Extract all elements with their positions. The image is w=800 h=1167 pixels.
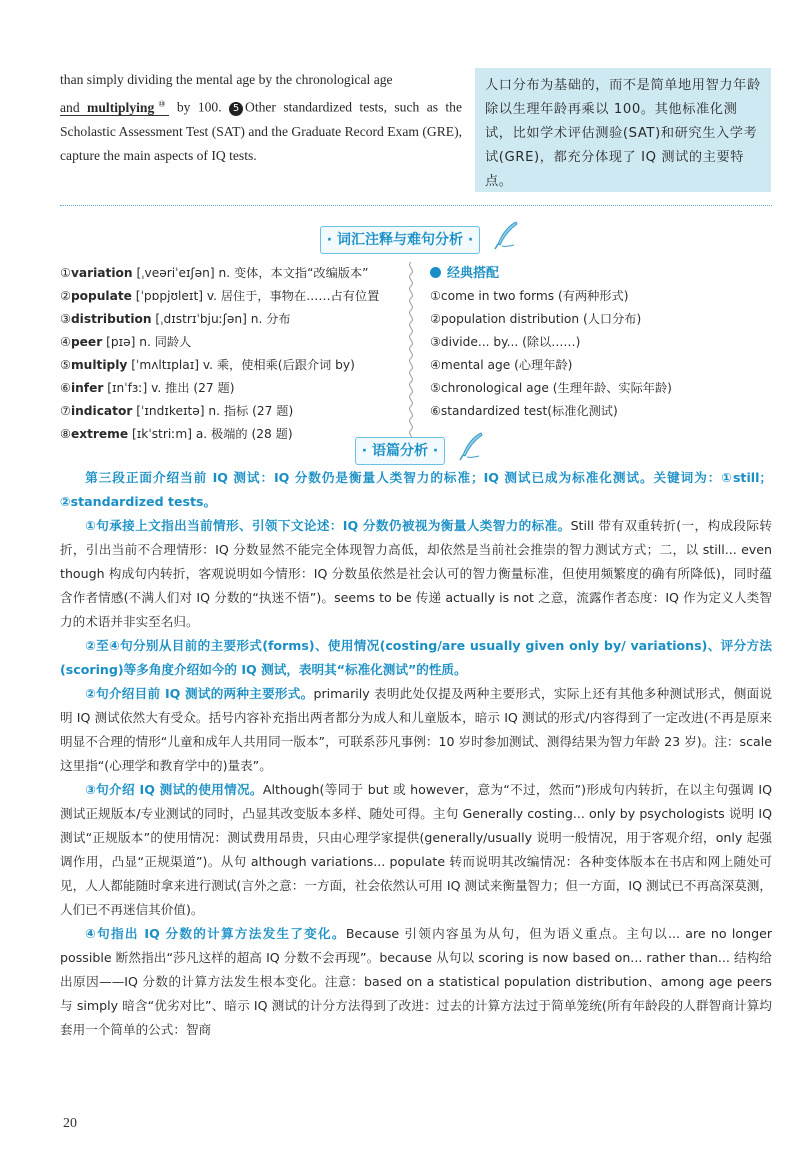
footnote-marker: ⑩ (154, 99, 170, 108)
collocation-item: ⑤chronological age (生理年龄、实际年龄) (430, 381, 672, 395)
analysis-paragraph: ④句指出 IQ 分数的计算方法发生了变化。Because 引领内容虽为从句，但为语义重点。主句以... are no longer possible 断然指出“莎凡这样的超高 IQ 分数不会再现”。because 从句以 scoring is now based on... rather than... 结构给出原因——IQ 分数的计算方法发生根本变化。注意：based on a statistical population distribution、among age peers 与 simply 暗含“优劣对比”、暗示 IQ 测试的计分方法得到了改进：过去的计算方法过于简单笼统(所有年龄段的人群智商计算均套用一个简单的公式：智商 (60, 926, 772, 1037)
passage-line-1: than simply dividing the mental age by the chronological age (60, 72, 393, 87)
chinese-translation-box: 人口分布为基础的，而不是简单地用智力年龄除以生理年龄再乘以 100。其他标准化测试，比如学术评估测验(SAT)和研究生入学考试(GRE)，都充分体现了 IQ 测试的主要特点。 (475, 68, 771, 192)
analysis-paragraph: ③句介绍 IQ 测试的使用情况。Although(等同于 but 或 however，意为“不过，然而”)形成句内转折，在以主句强调 IQ 测试正规版本/专业测试的同时，凸显其改变版本多样、随处可得。主句 Generally costing... only by psychologists 说明 IQ 测试“正规版本”的使用情况：测试费用昂贵，只由心理学家提供(generally/usually 说明一般情况，用于客观介绍，only 起强调作用，凸显“正规渠道”)。从句 although variations... populate 转而说明其改编情况：各种变体版本在书店和网上随处可见，人人都能随时拿来进行测试(言外之意：一方面，社会依然认可用 IQ 测试来衡量智力；但一方面，IQ 测试已不再高深莫测，人们已不再迷信其价值)。 (60, 782, 772, 917)
collocation-item: ③divide... by... (除以……) (430, 335, 581, 349)
analysis-paragraph: ①句承接上文指出当前情形、引领下文论述：IQ 分数仍被视为衡量人类智力的标准。Still 带有双重转折(一，构成段际转折，引出当前不合理情形：IQ 分数显然不能完全体现智力高低，却依然是当前社会推崇的智力测试方式；二，以 still... even though 构成句内转折，客观说明如今情形：IQ 分数虽依然是社会认可的智力衡量标准，但使用频繁度的确有所降低)，同时蕴含作者情感(不满人们对 IQ 分数的“执迷不悟”)。seems to be 传递 actually is not 之意，流露作者态度：IQ 作为定义人类智力的术语并非实至名归。 (60, 518, 772, 629)
vocab-item: ②populate [ˈpɒpjʊleɪt] v. 居住于，事物在……占有位置 (60, 289, 380, 303)
quill-pen-icon (457, 431, 483, 461)
collocation-heading: 经典搭配 (430, 262, 770, 285)
english-passage: than simply dividing the mental age by the chronological age and multiplying⑩ by 100. 5 Other standardized tests, such as the Scholastic Assessment Test (SAT) and the Graduate Record Exam (GRE), capture the main aspects of IQ tests. (60, 72, 463, 163)
collocation-item: ②population distribution (人口分布) (430, 312, 642, 326)
collocation-list (430, 262, 770, 423)
vocabulary-list (60, 262, 400, 446)
underlined-phrase: and multiplying⑩ (60, 99, 170, 115)
vocab-item: ⑤multiply [ˈmʌltɪplaɪ] v. 乘，使相乘(后跟介词 by) (60, 358, 355, 372)
page-number: 20 (63, 1116, 77, 1131)
passage-rest: Other standardized tests, such as the Scholastic Assessment Test (SAT) and the Graduate Record Exam (GRE), capture the main aspects of IQ tests. (60, 99, 463, 163)
analysis-section-title: · 语篇分析 · (335, 437, 465, 463)
dotted-divider (60, 205, 772, 206)
bullet-dot-icon (430, 267, 441, 278)
analysis-body (60, 466, 772, 1042)
spiral-divider (405, 262, 417, 442)
analysis-paragraph: ②至④句分别从目前的主要形式(forms)、使用情况(costing/are usually given only by/ variations)、评分方法(scoring)等多角度介绍如今的 IQ 测试，表明其“标准化测试”的性质。 (60, 638, 772, 677)
vocab-item: ⑦indicator [ˈɪndɪkeɪtə] n. 指标 (27 题) (60, 404, 294, 418)
vocab-item: ⑥infer [ɪnˈfɜː] v. 推出 (27 题) (60, 381, 235, 395)
sentence-number-icon: 5 (229, 102, 243, 116)
collocation-item: ①come in two forms (有两种形式) (430, 289, 629, 303)
vocab-item: ⑧extreme [ɪkˈstriːm] a. 极端的 (28 题) (60, 427, 293, 441)
analysis-paragraph: ②句介绍目前 IQ 测试的两种主要形式。primarily 表明此处仅提及两种主要形式，实际上还有其他多种测试形式，侧面说明 IQ 测试依然大有受众。括号内容补充指出两者都分为成人和儿童版本，暗示 IQ 测试的形式/内容得到了一定改进(不再是原来明显不合理的情形“儿童和成年人共用同一版本”，可联系莎凡事例：10 岁时参加测试、测得结果为智力年龄 23 岁)。注：scale 这里指“(心理学和教育学中的)量表”。 (60, 686, 772, 773)
vocab-item: ①variation [ˌveəriˈeɪʃən] n. 变体，本文指“改编版本” (60, 266, 369, 280)
vocab-item: ④peer [pɪə] n. 同龄人 (60, 335, 192, 349)
analysis-paragraph: 第三段正面介绍当前 IQ 测试：IQ 分数仍是衡量人类智力的标准；IQ 测试已成为标准化测试。关键词为：①still；②standardized tests。 (60, 470, 772, 509)
collocation-item: ④mental age (心理年龄) (430, 358, 573, 372)
vocab-item: ③distribution [ˌdɪstrɪˈbjuːʃən] n. 分布 (60, 312, 291, 326)
vocab-section-title: · 词汇注释与难句分析 · (300, 226, 500, 252)
collocation-item: ⑥standardized test(标准化测试) (430, 404, 618, 418)
quill-pen-icon (492, 220, 518, 250)
keyword-multiplying: multiplying (87, 99, 155, 115)
